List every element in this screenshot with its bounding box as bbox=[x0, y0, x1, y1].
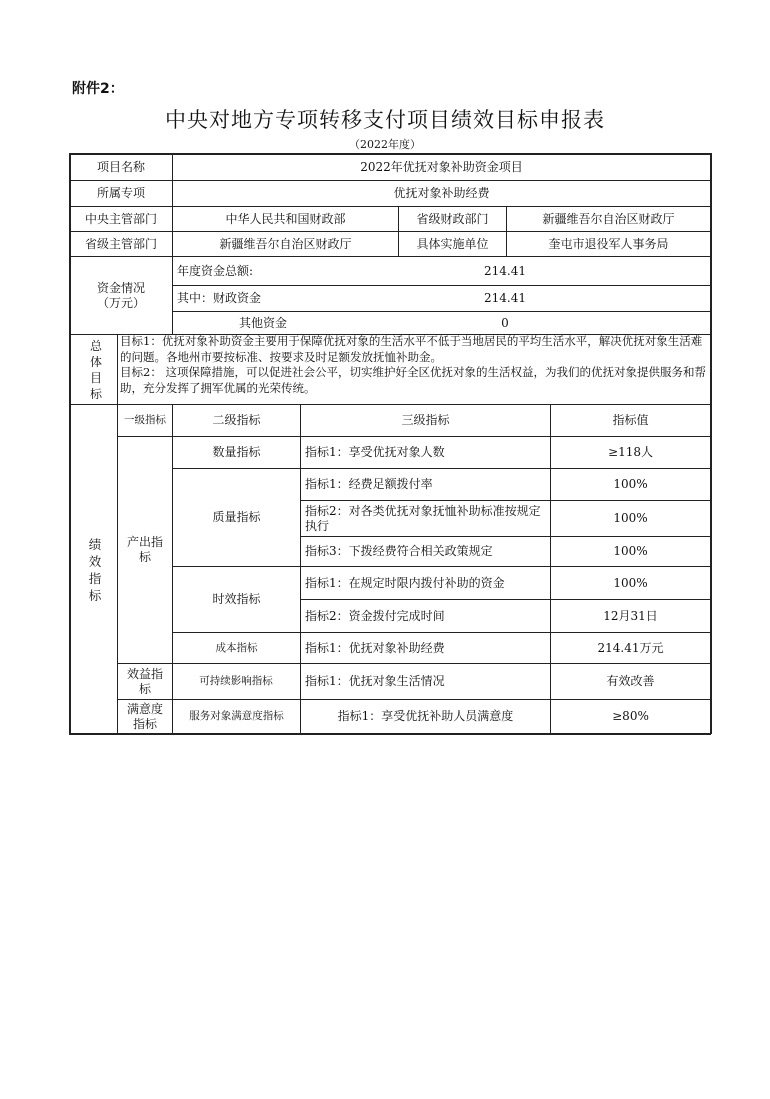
quality-3: 指标3：下拨经费符合相关政策规定 bbox=[305, 544, 493, 558]
benefit-indicator-label: 效益指标 bbox=[126, 666, 163, 696]
quality-3-value: 100% bbox=[613, 544, 648, 558]
quality-indicator-label: 质量指标 bbox=[212, 510, 261, 524]
quality-2: 指标2：对各类优抚对象抚恤补助标准按规定执行 bbox=[305, 503, 541, 533]
prov-dept-value: 新疆维吾尔自治区财政厅 bbox=[219, 236, 352, 251]
prov-finance-label: 省级财政部门 bbox=[416, 211, 489, 226]
satisfaction-1: 指标1：享受优抚补助人员满意度 bbox=[337, 709, 514, 723]
output-indicator-label: 产出指标 bbox=[126, 535, 163, 564]
funds-other-label: 其他资金 bbox=[238, 315, 287, 330]
project-name-label: 项目名称 bbox=[96, 159, 145, 174]
project-name-value: 2022年优抚对象补助资金项目 bbox=[360, 159, 523, 174]
quality-1-value: 100% bbox=[613, 477, 648, 491]
perf-label: 绩效指标 bbox=[88, 537, 102, 603]
cost-indicator-label: 成本指标 bbox=[215, 641, 258, 654]
quantity-indicator-label: 数量指标 bbox=[212, 445, 261, 459]
central-dept-value: 中华人民共和国财政部 bbox=[225, 211, 346, 226]
prov-dept-label: 省级主管部门 bbox=[84, 236, 157, 251]
special-item-value: 优抚对象补助经费 bbox=[393, 186, 490, 200]
quantity-1-value: ≥118人 bbox=[608, 445, 653, 459]
funds-finance-label: 其中：财政资金 bbox=[177, 291, 262, 305]
impl-unit-label: 具体实施单位 bbox=[416, 236, 489, 251]
quality-2-value: 100% bbox=[613, 511, 648, 525]
quality-1: 指标1：经费足额拨付率 bbox=[305, 477, 433, 491]
impl-unit-value: 奎屯市退役军人事务局 bbox=[548, 236, 669, 251]
goal-label: 总体目标 bbox=[89, 338, 102, 401]
time-1-value: 100% bbox=[613, 575, 648, 590]
satisfaction-1-value: ≥80% bbox=[612, 709, 649, 723]
time-2-value: 12月31日 bbox=[603, 608, 658, 623]
quantity-1: 指标1：享受优抚对象人数 bbox=[305, 445, 445, 459]
central-dept-label: 中央主管部门 bbox=[84, 211, 157, 226]
year-label: （2022年度） bbox=[349, 138, 421, 151]
goal-text-1: 目标1：优抚对象补助资金主要用于保障优抚对象的生活水平不低于当地居民的平均生活水平，解决优抚对象生活难的问题。各地州市要按标准、按要求及时足额发放抚恤补助金。 bbox=[120, 334, 703, 364]
sustain-1: 指标1：优抚对象生活情况 bbox=[305, 674, 445, 688]
col-value-header: 指标值 bbox=[612, 413, 649, 427]
sustain-1-value: 有效改善 bbox=[606, 674, 655, 688]
funds-total-label: 年度资金总额: bbox=[177, 263, 254, 278]
time-1: 指标1：在规定时限内拨付补助的资金 bbox=[305, 575, 505, 590]
time-2: 指标2：资金拨付完成时间 bbox=[305, 608, 445, 623]
satisfaction-indicator-label: 满意度指标 bbox=[126, 701, 163, 731]
goal-text bbox=[120, 334, 710, 396]
funds-finance-value: 214.41 bbox=[484, 291, 526, 305]
service-satisfaction-label: 服务对象满意度指标 bbox=[189, 710, 284, 722]
funds-total-value: 214.41 bbox=[484, 263, 526, 278]
cost-1-value: 214.41万元 bbox=[597, 640, 664, 655]
col-level1-header: 一级指标 bbox=[124, 414, 166, 426]
time-indicator-label: 时效指标 bbox=[212, 592, 261, 606]
attachment-label: 附件2： bbox=[72, 81, 124, 97]
special-item-label: 所属专项 bbox=[96, 186, 145, 200]
prov-finance-value: 新疆维吾尔自治区财政厅 bbox=[542, 211, 675, 226]
funds-label: 资金情况 （万元） bbox=[96, 280, 145, 310]
col-level3-header: 三级指标 bbox=[401, 413, 450, 427]
goal-text-2: 目标2： 这项保障措施，可以促进社会公平，切实维护好全区优抚对象的生活权益，为我们的优抚对象提供服务和帮助，充分发挥了拥军优属的光荣传统。 bbox=[120, 365, 706, 395]
cost-1: 指标1：优抚对象补助经费 bbox=[305, 640, 445, 655]
col-level2-header: 二级指标 bbox=[212, 413, 261, 427]
funds-other-value: 0 bbox=[501, 315, 509, 330]
sustain-indicator-label: 可持续影响指标 bbox=[199, 675, 273, 687]
page-title: 中央对地方专项转移支付项目绩效目标申报表 bbox=[165, 108, 605, 132]
